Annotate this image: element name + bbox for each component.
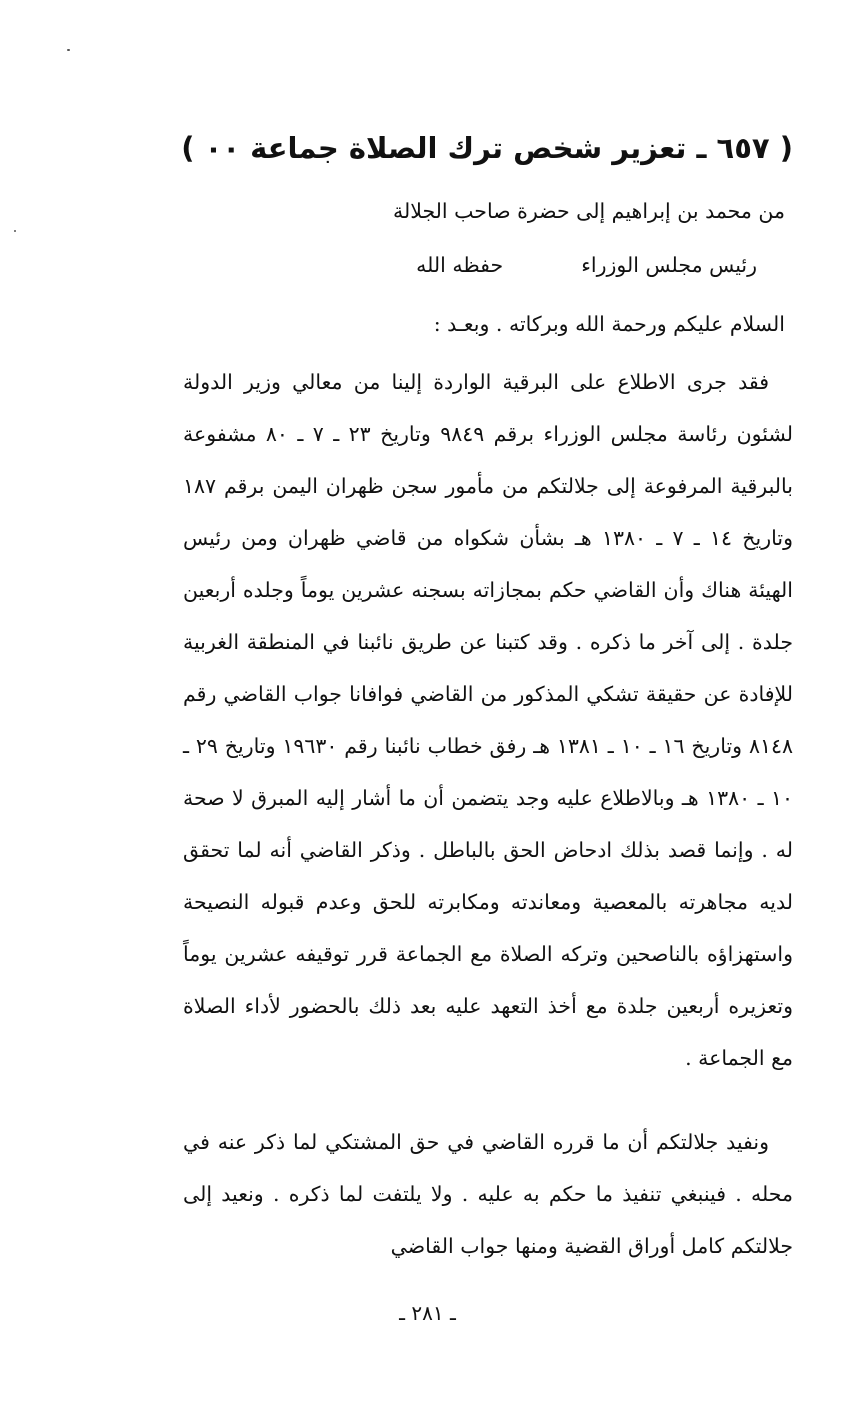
body-paragraph-2: ونفيد جلالتكم أن ما قرره القاضي في حق المشتكي لما ذكر عنه في محله . فينبغي تنفيذ ما حكم به عليه . ولا يلتفت لما ذكره . ونعيد إلى جلالتكم كامل أوراق القضية ومنها جواب القاضي <box>183 1130 793 1258</box>
scan-speck <box>67 49 70 51</box>
blessing-text: حفظه الله <box>416 253 504 277</box>
page-number: ـ ٢٨١ ـ <box>399 1301 456 1325</box>
body-paragraph-1: فقد جرى الاطلاع على البرقية الواردة إلينا من معالي وزير الدولة لشئون رئاسة مجلس الوزراء برقم ٩٨٤٩ وتاريخ ٢٣ ـ ٧ ـ ٨٠ مشفوعة بالبرقية المرفوعة إلى جلالتكم من مأمور سجن ظهران اليمن برقم ١٨٧ وتاريخ ١٤ ـ ٧ ـ ١٣٨٠ هـ بشأن شكواه من قاضي ظهران ومن رئيس الهيئة هناك وأن القاضي حكم بمجازاته بسجنه عشرين يوماً وجلده أربعين جلدة . إلى آخر ما ذكره . وقد كتبنا عن طريق نائبنا في المنطقة الغربية للإفادة عن حقيقة تشكي المذكور من القاضي فوافانا جواب القاضي رقم ٨١٤٨ وتاريخ ١٦ ـ ١٠ ـ ١٣٨١ هـ رفق خطاب نائبنا رقم ١٩٦٣٠ وتاريخ ٢٩ ـ ١٠ ـ ١٣٨٠ هـ وبالاطلاع عليه وجد يتضمن أن ما أشار إليه المبرق لا صحة له . وإنما قصد بذلك ادحاض الحق بالباطل . وذكر القاضي أنه لما تحقق لديه مجاهرته بالمعصية ومعاندته ومكابرته للحق وعدم قبوله النصيحة واستهزاؤه بالناصحين وتركه الصلاة مع الجماعة قرر توقيفه عشرين يوماً وتعزيره أربعين جلدة مع أخذ التعهد عليه بعد ذلك بالحضور لأداء الصلاة مع الجماعة . <box>183 370 793 1070</box>
recipient-line <box>416 250 757 280</box>
scan-speck <box>14 230 16 232</box>
fatwa-title: ( ٦٥٧ ـ تعزير شخص ترك الصلاة جماعة ٠٠ ) <box>181 131 793 165</box>
sender-line: من محمد بن إبراهيم إلى حضرة صاحب الجلالة <box>392 199 785 223</box>
recipient-title: رئيس مجلس الوزراء <box>581 253 757 277</box>
greeting-line: السلام عليكم ورحمة الله وبركاته . وبعـد : <box>433 312 785 336</box>
